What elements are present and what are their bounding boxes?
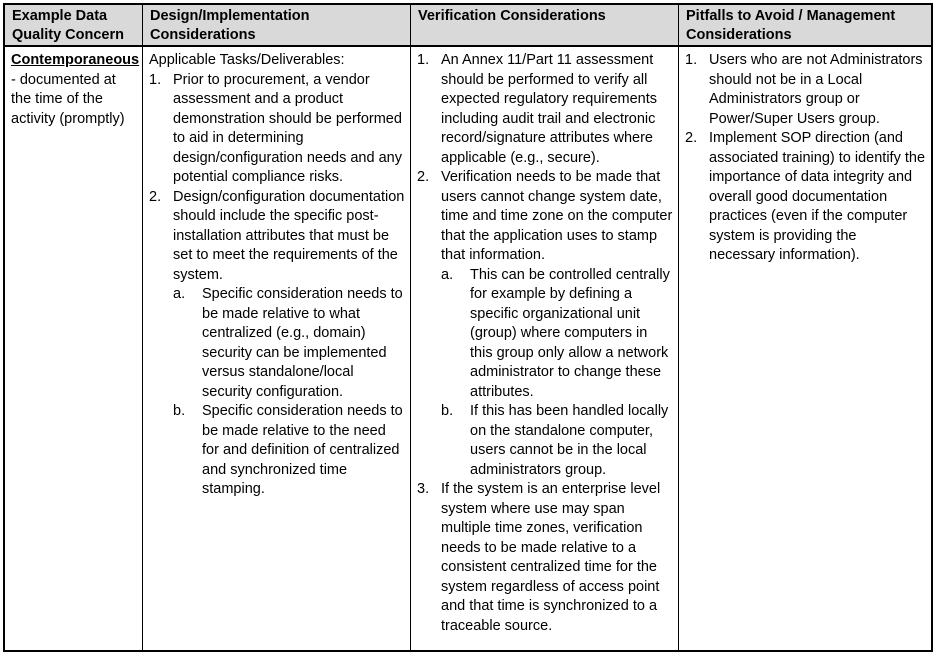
sub-list-item-letter: b. [173, 403, 186, 419]
list-item-number: 3. [417, 481, 430, 497]
list-item-text: Design/configuration documentation should include the specific post-installation attributes that must be set to meet the requirements of the system. [173, 188, 405, 283]
sub-list-item [173, 402, 405, 500]
sub-list-item [441, 266, 673, 403]
cell-verification-considerations [410, 47, 678, 650]
list-item [149, 188, 405, 500]
list-item [685, 129, 926, 266]
list-item-number: 1. [685, 52, 698, 68]
list-item-text: If the system is an enterprise level system where use may span multiple time zones, verification needs to be made relative to a consistent centralized time for the system regardless of access point and that time is synchronized to a traceable source. [441, 481, 661, 634]
list-item-text: Implement SOP direction (and associated training) to identify the importance of data integrity and overall good documentation practices (even if the computer system is providing the necessary information). [709, 130, 926, 263]
list-item-number: 1. [417, 52, 430, 68]
cell-example-data-quality-concern [5, 47, 142, 650]
header-example-data-quality-concern: Example Data Quality Concern [5, 5, 142, 47]
data-quality-table [3, 3, 933, 652]
concern-term: Contemporaneous [11, 52, 140, 68]
sub-list-item-letter: b. [441, 403, 454, 419]
list-item-text: Verification needs to be made that users cannot change system date, time and time zone on the computer that the application uses to stamp that information. [441, 169, 673, 263]
list-item [685, 51, 926, 129]
list-item-text: An Annex 11/Part 11 assessment should be performed to verify all expected regulatory requirements including audit trail and electronic record/signature attributes where applicable (e.g., secure). [441, 52, 658, 166]
header-pitfalls-management-considerations: Pitfalls to Avoid / Management Considerations [678, 5, 931, 47]
list-item [417, 480, 673, 636]
list-item-number: 2. [685, 130, 698, 146]
sub-list-item [441, 402, 673, 480]
sub-list-item-text: This can be controlled centrally for example by defining a specific organizational unit (group) where computers in this group only allow a network administrator to change these attributes. [470, 266, 670, 400]
list-item-text: Prior to procurement, a vendor assessment and a product demonstration should be performed to aid in determining design/configuration needs and any potential compliance risks. [173, 71, 402, 185]
list-item-number: 1. [149, 71, 162, 88]
header-design-implementation-considerations: Design/Implementation Considerations [142, 5, 410, 47]
sub-list-item-letter: a. [173, 286, 186, 302]
design-intro: Applicable Tasks/Deliverables: [149, 52, 345, 68]
concern-definition: - documented at the time of the activity (promptly) [11, 71, 125, 127]
header-verification-considerations: Verification Considerations [410, 5, 678, 47]
cell-pitfalls-management-considerations [678, 47, 931, 650]
list-item [149, 71, 405, 188]
sub-list-item-text: Specific consideration needs to be made relative to the need for and definition of centralized and synchronized time stamping. [202, 403, 403, 497]
sub-list-item [173, 285, 405, 402]
list-item-text: Users who are not Administrators should not be in a Local Administrators group or Power/Super Users group. [709, 52, 923, 127]
sub-list-item-letter: a. [441, 266, 454, 283]
sub-list-item-text: If this has been handled locally on the standalone computer, users cannot be in the local administrators group. [470, 403, 669, 478]
sub-list-item-text: Specific consideration needs to be made relative to what centralized (e.g., domain) security can be implemented versus standalone/local security configuration. [202, 286, 403, 400]
list-item-number: 2. [417, 169, 430, 185]
list-item [417, 51, 673, 168]
list-item-number: 2. [149, 188, 162, 205]
cell-design-implementation-considerations [142, 47, 410, 650]
list-item [417, 168, 673, 480]
